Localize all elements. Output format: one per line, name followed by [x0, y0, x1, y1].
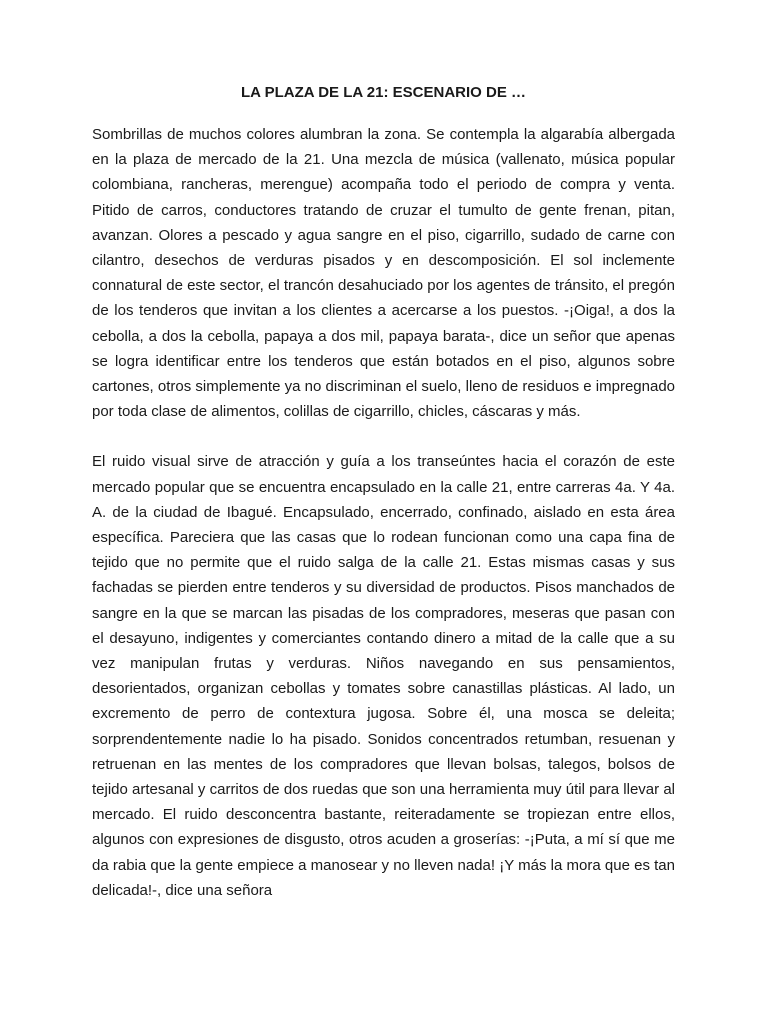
document-page — [92, 80, 675, 928]
paragraph-1: Sombrillas de muchos colores alumbran la zona. Se contempla la algarabía albergada en la plaza de mercado de la 21. Una mezcla de música (vallenato, música popular colombiana, rancheras, merengue) acompaña todo el periodo de compra y venta. Pitido de carros, conductores tratando de cruzar el tumulto de gente frenan, pitan, avanzan. Olores a pescado y agua sangre en el piso, cigarrillo, sudado de carne con cilantro, desechos de verduras pisados y en descomposición. El sol inclemente connatural de este sector, el trancón desahuciado por los agentes de tránsito, el pregón de los tenderos que invitan a los clientes a acercarse a los puestos. -¡Oiga!, a dos la cebolla, a dos la cebolla, papaya a dos mil, papaya barata-, dice un señor que apenas se logra identificar entre los tenderos que están botados en el piso, algunos sobre cartones, otros simplemente ya no discriminan el suelo, lleno de residuos e impregnado por toda clase de alimentos, colillas de cigarrillo, chicles, cáscaras y más. — [92, 126, 675, 421]
paragraph-2: El ruido visual sirve de atracción y guía a los transeúntes hacia el corazón de este mercado popular que se encuentra encapsulado en la calle 21, entre carreras 4a. Y 4a. A. de la ciudad de Ibagué. Encapsulado, encerrado, confinado, aislado en esta área específica. Pareciera que las casas que lo rodean funcionan como una capa fina de tejido que no permite que el ruido salga de la calle 21. Estas mismas casas y sus fachadas se pierden entre tenderos y su diversidad de productos. Pisos manchados de sangre en la que se marcan las pisadas de los compradores, meseras que pasan con el desayuno, indigentes y comerciantes contando dinero a mitad de la calle que a su vez manipulan frutas y verduras. Niños navegando en sus pensamientos, desorientados, organizan cebollas y tomates sobre canastillas plásticas. Al lado, un excremento de perro de contextura jugosa. Sobre él, una mosca se deleita; sorprendentemente nadie lo ha pisado. Sonidos concentrados retumban, resuenan y retruenan en las mentes de los compradores que llevan bolsas, talegos, bolsos de tejido artesanal y carritos de dos ruedas que son una herramienta muy útil para llevar al mercado. El ruido desconcentra bastante, reiteradamente se tropiezan entre ellos, algunos con expresiones de disgusto, otros acuden a groserías: -¡Puta, a mí sí que me da rabia que la gente empiece a manosear y no lleven nada! ¡Y más la mora que es tan delicada!-, dice una señora — [92, 453, 675, 899]
document-title: LA PLAZA DE LA 21: ESCENARIO DE … — [240, 84, 527, 101]
